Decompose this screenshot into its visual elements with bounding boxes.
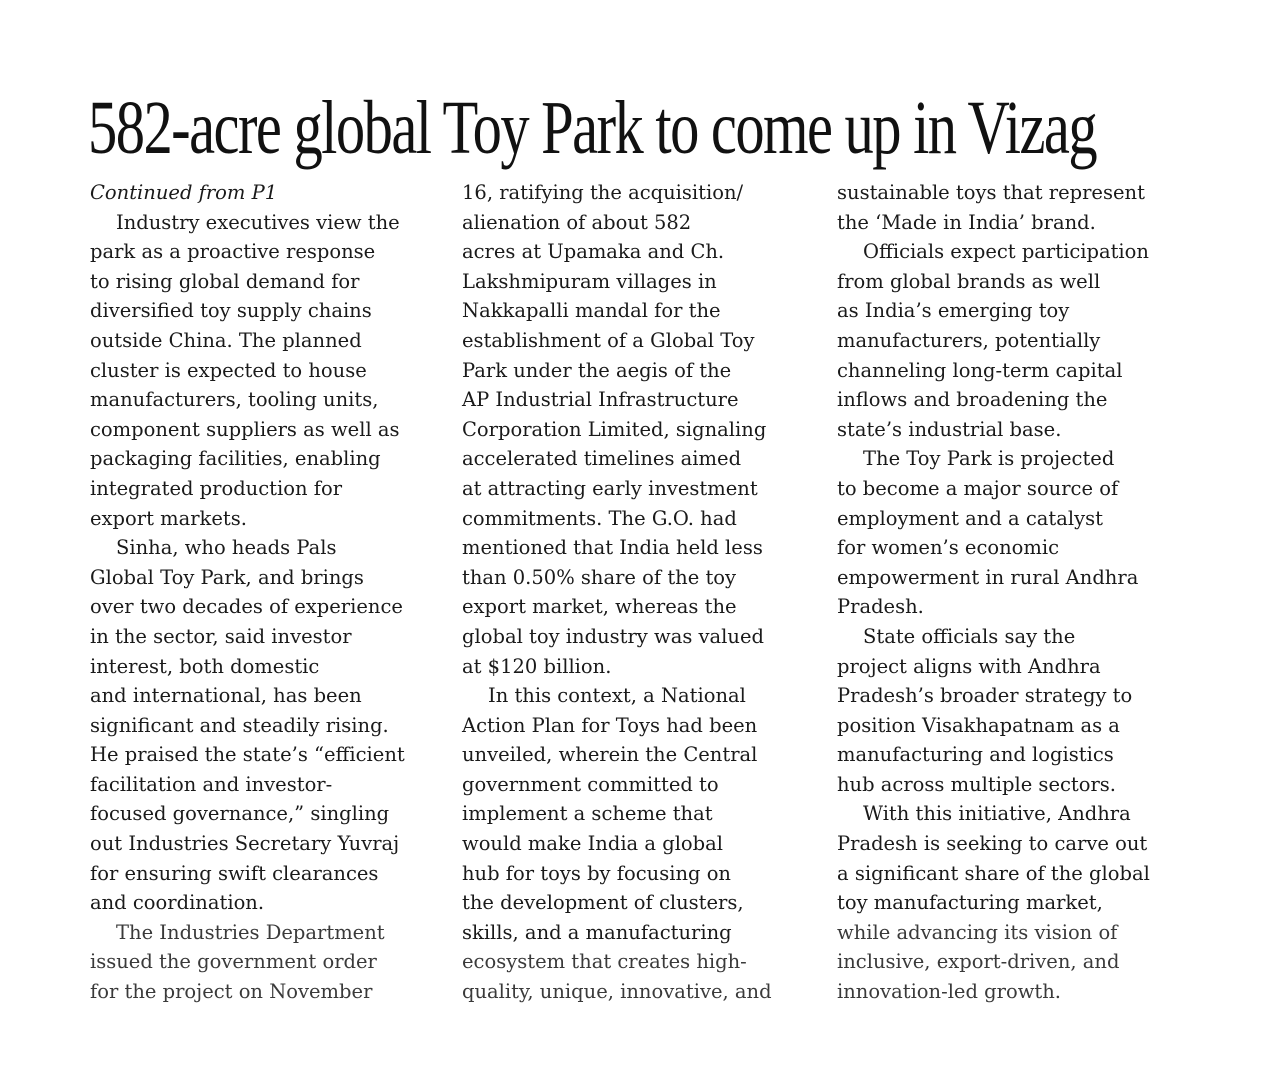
line-text: Continued from P1 xyxy=(90,181,278,204)
article-text-line xyxy=(837,977,1182,1003)
line-text: at $120 billion. xyxy=(462,654,612,678)
line-text: He praised the state’s “efficient xyxy=(90,743,405,767)
line-text: Pradesh is seeking to carve out xyxy=(837,832,1148,856)
line-text: AP Industrial Infrastructure xyxy=(462,388,739,412)
line-text: interest, both domestic xyxy=(90,654,320,678)
article-text-line xyxy=(837,829,1182,859)
line-text: In this context, a National xyxy=(488,684,746,708)
line-text: out Industries Secretary Yuvraj xyxy=(90,832,400,856)
article-text-line xyxy=(90,888,435,918)
line-text: position Visakhapatnam as a xyxy=(837,713,1120,737)
line-text: The Toy Park is projected xyxy=(863,447,1115,471)
line-text: for women’s economic xyxy=(837,536,1060,560)
line-text: issued the government order xyxy=(90,950,377,974)
article-text-line xyxy=(837,622,1182,652)
line-text: the development of clusters, xyxy=(462,891,744,915)
article-text-line xyxy=(462,918,807,948)
article-text-line xyxy=(90,533,435,563)
line-text: export markets. xyxy=(90,506,247,530)
article-column-2 xyxy=(462,178,807,1003)
article-text-line xyxy=(90,385,435,415)
article-text-line xyxy=(462,385,807,415)
article-text-line xyxy=(462,267,807,297)
line-text: global toy industry was valued xyxy=(462,624,764,648)
line-text: park as a proactive response xyxy=(90,240,376,264)
line-text: focused governance,” singling xyxy=(90,802,390,826)
line-text: the ‘Made in India’ brand. xyxy=(837,210,1096,234)
article-text-line xyxy=(90,267,435,297)
article-text-line xyxy=(462,208,807,238)
article-text-line xyxy=(837,947,1182,977)
line-text: manufacturing and logistics xyxy=(837,743,1114,767)
line-text: Industry executives view the xyxy=(116,210,400,234)
article-text-line xyxy=(837,504,1182,534)
line-text: Nakkapalli mandal for the xyxy=(462,299,721,323)
line-text: component suppliers as well as xyxy=(90,417,400,441)
line-text: while advancing its vision of xyxy=(837,920,1118,944)
article-text-line xyxy=(90,859,435,889)
line-text: With this initiative, Andhra xyxy=(863,802,1131,826)
line-text: hub for toys by focusing on xyxy=(462,861,731,885)
article-text-line xyxy=(837,296,1182,326)
article-text-line xyxy=(90,563,435,593)
article-text-line xyxy=(462,859,807,889)
line-text: and international, has been xyxy=(90,684,362,708)
article-text-line xyxy=(90,652,435,682)
line-text: government committed to xyxy=(462,772,719,796)
article-text-line xyxy=(90,592,435,622)
line-text: manufacturers, tooling units, xyxy=(90,388,379,412)
article-text-line xyxy=(462,652,807,682)
line-text: export market, whereas the xyxy=(462,595,737,619)
article-text-line xyxy=(462,504,807,534)
headline: 582-acre global Toy Park to come up in Vizag xyxy=(88,86,1097,170)
line-text: than 0.50% share of the toy xyxy=(462,565,737,589)
article-text-line xyxy=(90,415,435,445)
article-text-line xyxy=(837,592,1182,622)
line-text: state’s industrial base. xyxy=(837,417,1062,441)
line-text: toy manufacturing market, xyxy=(837,891,1103,915)
article-text-line xyxy=(90,829,435,859)
line-text: manufacturers, potentially xyxy=(837,328,1101,352)
article-text-line xyxy=(462,533,807,563)
article-text-line xyxy=(462,356,807,386)
article-text-line xyxy=(837,178,1182,208)
line-text: mentioned that India held less xyxy=(462,536,763,560)
article-text-line xyxy=(90,711,435,741)
article-text-line xyxy=(462,711,807,741)
article-text-line xyxy=(462,829,807,859)
article-text-line xyxy=(90,208,435,238)
line-text: employment and a catalyst xyxy=(837,506,1103,530)
line-text: quality, unique, innovative, and xyxy=(462,980,772,1003)
article-text-line xyxy=(837,652,1182,682)
line-text: Pradesh. xyxy=(837,595,924,619)
article-text-line xyxy=(462,326,807,356)
line-text: Lakshmipuram villages in xyxy=(462,269,717,293)
line-text: for the project on November xyxy=(90,980,373,1003)
article-text-line xyxy=(462,947,807,977)
article-text-line xyxy=(837,770,1182,800)
article-text-line xyxy=(90,356,435,386)
article-text-line xyxy=(90,740,435,770)
article-text-line xyxy=(837,474,1182,504)
article-text-line xyxy=(837,888,1182,918)
line-text: cluster is expected to house xyxy=(90,358,367,382)
article-text-line xyxy=(462,622,807,652)
line-text: and coordination. xyxy=(90,891,265,915)
line-text: outside China. The planned xyxy=(90,328,362,352)
line-text: to rising global demand for xyxy=(90,269,360,293)
article-text-line xyxy=(462,681,807,711)
line-text: for ensuring swift clearances xyxy=(90,861,379,885)
line-text: empowerment in rural Andhra xyxy=(837,565,1139,589)
article-column-1 xyxy=(90,178,435,1003)
line-text: would make India a global xyxy=(462,832,724,856)
article-text-line xyxy=(462,474,807,504)
line-text: as India’s emerging toy xyxy=(837,299,1070,323)
article-text-line xyxy=(837,208,1182,238)
line-text: hub across multiple sectors. xyxy=(837,772,1117,796)
line-text: in the sector, said investor xyxy=(90,624,352,648)
line-text: unveiled, wherein the Central xyxy=(462,743,758,767)
article-text-line xyxy=(90,770,435,800)
article-text-line xyxy=(837,918,1182,948)
line-text: at attracting early investment xyxy=(462,476,758,500)
article-text-line xyxy=(462,977,807,1003)
line-text: commitments. The G.O. had xyxy=(462,506,737,530)
line-text: diversified toy supply chains xyxy=(90,299,372,323)
line-text: packaging facilities, enabling xyxy=(90,447,381,471)
article-text-line xyxy=(462,415,807,445)
article-text-line xyxy=(837,356,1182,386)
article-body xyxy=(0,178,1261,1003)
line-text: channeling long-term capital xyxy=(837,358,1123,382)
line-text: The Industries Department xyxy=(116,920,385,944)
article-text-line xyxy=(837,444,1182,474)
article-text-line xyxy=(90,237,435,267)
article-text-line xyxy=(837,563,1182,593)
article-text-line xyxy=(90,296,435,326)
article-text-line xyxy=(462,237,807,267)
article-text-line xyxy=(462,563,807,593)
continued-from-kicker xyxy=(90,178,435,208)
article-text-line xyxy=(90,326,435,356)
article-text-line xyxy=(90,977,435,1003)
line-text: ecosystem that creates high- xyxy=(462,950,747,974)
line-text: Officials expect participation xyxy=(863,240,1149,264)
line-text: to become a major source of xyxy=(837,476,1119,500)
article-text-line xyxy=(90,918,435,948)
article-text-line xyxy=(837,533,1182,563)
line-text: sustainable toys that represent xyxy=(837,181,1145,204)
line-text: integrated production for xyxy=(90,476,343,500)
article-text-line xyxy=(837,267,1182,297)
article-text-line xyxy=(837,415,1182,445)
line-text: from global brands as well xyxy=(837,269,1101,293)
article-text-line xyxy=(837,326,1182,356)
line-text: State officials say the xyxy=(863,624,1076,648)
article-text-line xyxy=(837,799,1182,829)
article-text-line xyxy=(90,681,435,711)
line-text: Global Toy Park, and brings xyxy=(90,565,364,589)
article-text-line xyxy=(462,740,807,770)
article-text-line xyxy=(837,237,1182,267)
line-text: alienation of about 582 xyxy=(462,210,692,234)
line-text: Park under the aegis of the xyxy=(462,358,732,382)
article-text-line xyxy=(462,444,807,474)
article-text-line xyxy=(462,770,807,800)
line-text: Action Plan for Toys had been xyxy=(462,713,758,737)
article-text-line xyxy=(90,504,435,534)
line-text: over two decades of experience xyxy=(90,595,403,619)
line-text: skills, and a manufacturing xyxy=(462,920,732,944)
article-text-line xyxy=(90,622,435,652)
line-text: 16, ratifying the acquisition/ xyxy=(462,181,744,204)
article-text-line xyxy=(90,474,435,504)
line-text: a significant share of the global xyxy=(837,861,1150,885)
article-text-line xyxy=(837,711,1182,741)
line-text: Corporation Limited, signaling xyxy=(462,417,767,441)
line-text: innovation-led growth. xyxy=(837,980,1061,1003)
line-text: accelerated timelines aimed xyxy=(462,447,742,471)
article-text-line xyxy=(462,178,807,208)
line-text: acres at Upamaka and Ch. xyxy=(462,240,725,264)
article-text-line xyxy=(462,592,807,622)
line-text: establishment of a Global Toy xyxy=(462,328,755,352)
article-text-line xyxy=(90,444,435,474)
line-text: Sinha, who heads Pals xyxy=(116,536,337,560)
line-text: significant and steadily rising. xyxy=(90,713,389,737)
article-text-line xyxy=(837,385,1182,415)
article-text-line xyxy=(837,740,1182,770)
line-text: Pradesh’s broader strategy to xyxy=(837,684,1133,708)
article-text-line xyxy=(837,859,1182,889)
article-text-line xyxy=(462,296,807,326)
line-text: facilitation and investor- xyxy=(90,772,333,796)
article-text-line xyxy=(837,681,1182,711)
line-text: project aligns with Andhra xyxy=(837,654,1101,678)
article-text-line xyxy=(462,799,807,829)
line-text: inclusive, export-driven, and xyxy=(837,950,1120,974)
line-text: inflows and broadening the xyxy=(837,388,1108,412)
article-text-line xyxy=(90,947,435,977)
article-column-3 xyxy=(837,178,1182,1003)
article-text-line xyxy=(90,799,435,829)
line-text: implement a scheme that xyxy=(462,802,713,826)
article-text-line xyxy=(462,888,807,918)
